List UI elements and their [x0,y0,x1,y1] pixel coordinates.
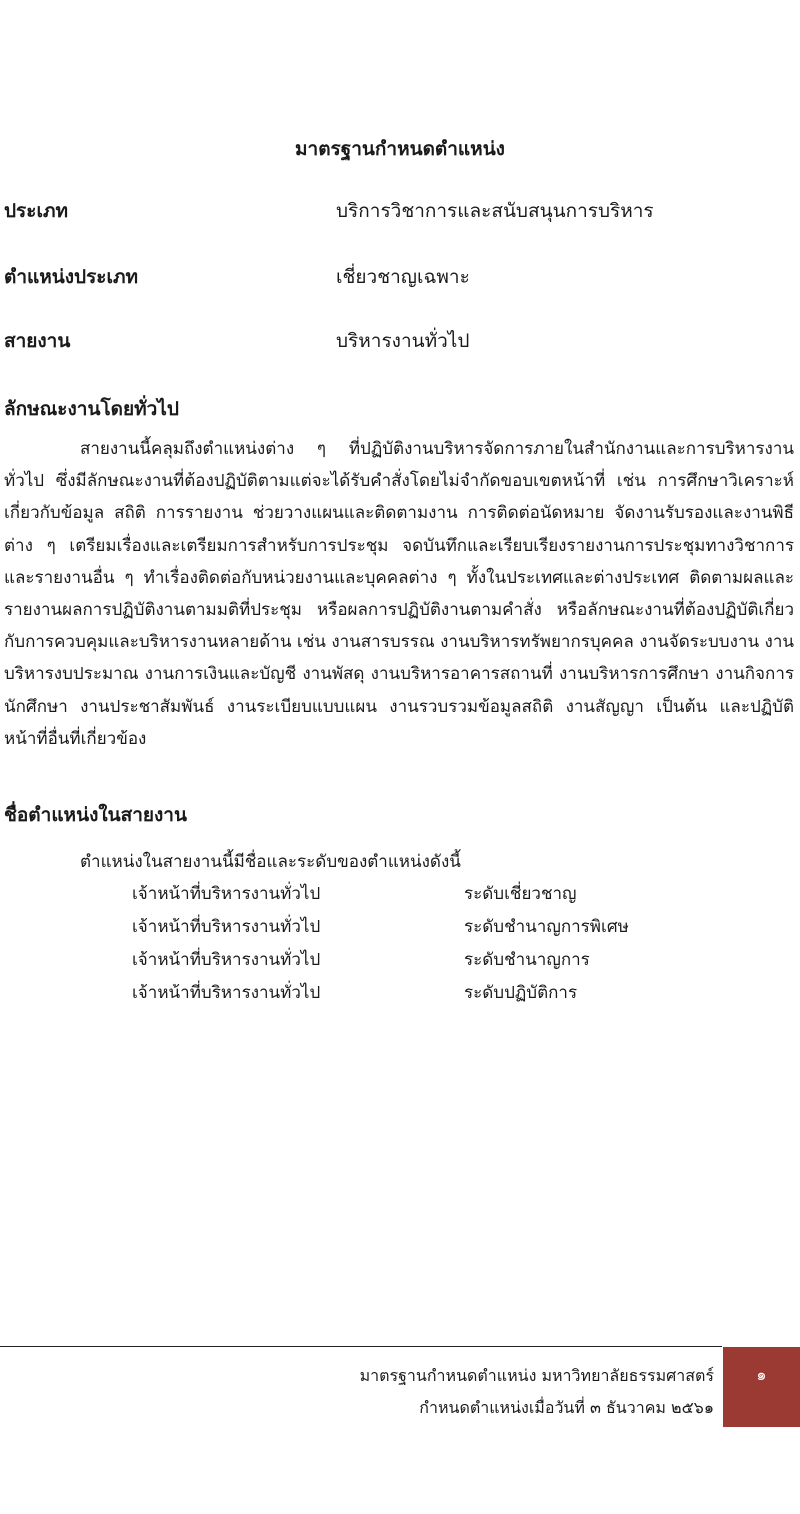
position-level: ระดับเชี่ยวชาญ [464,884,577,904]
document-title: มาตรฐานกำหนดตำแหน่ง [295,138,505,160]
position-row [0,909,800,942]
position-row [0,942,800,975]
field-value: เชี่ยวชาญเฉพาะ [336,266,470,288]
general-description-heading: ลักษณะงานโดยทั่วไป [4,398,179,420]
field-value: บริการวิชาการและสนับสนุนการบริหาร [336,200,654,222]
position-row [0,975,800,1008]
position-list [0,876,800,1008]
footer-line-2: กำหนดตำแหน่งเมื่อวันที่ ๓ ธันวาคม ๒๕๖๑ [419,1398,714,1417]
footer-line-1: มาตรฐานกำหนดตำแหน่ง มหาวิทยาลัยธรรมศาสตร์ [359,1366,714,1385]
position-level: ระดับชำนาญการพิเศษ [464,917,629,937]
page-number-box [723,1347,800,1427]
position-name: เจ้าหน้าที่บริหารงานทั่วไป [132,950,321,970]
field-label: ตำแหน่งประเภท [4,266,139,288]
field-label: สายงาน [4,330,71,352]
position-names-heading: ชื่อตำแหน่งในสายงาน [4,804,187,826]
position-name: เจ้าหน้าที่บริหารงานทั่วไป [132,917,321,937]
position-name: เจ้าหน้าที่บริหารงานทั่วไป [132,884,321,904]
position-names-intro: ตำแหน่งในสายงานนี้มีชื่อและระดับของตำแหน่งดังนี้ [80,852,461,872]
position-row [0,876,800,909]
field-value: บริหารงานทั่วไป [336,330,470,352]
footer-divider [0,1346,722,1347]
position-level: ระดับปฏิบัติการ [464,983,578,1003]
field-label: ประเภท [4,200,69,222]
general-description-text: สายงานนี้คลุมถึงตำแหน่งต่าง ๆ ที่ปฏิบัติงานบริหารจัดการภายในสำนักงานและการบริหารงานทั่วไป ซึ่งมีลักษณะงานที่ต้องปฏิบัติตามแต่จะได้รับคำสั่งโดยไม่จำกัดขอบเขตหน้าที่ เช่น การศึกษาวิเคราะห์เกี่ยวกับข้อมูล สถิติ การรายงาน ช่วยวางแผนและติดตามงาน การติดต่อนัดหมาย จัดงานรับรองและงานพิธีต่าง ๆ เตรียมเรื่องและเตรียมการสำหรับการประชุม จดบันทึกและเรียบเรียงรายงานการประชุมทางวิชาการ และรายงานอื่น ๆ ทำเรื่องติดต่อกับหน่วยงานและบุคคลต่าง ๆ ทั้งในประเทศและต่างประเทศ ติดตามผลและรายงานผลการปฏิบัติงานตามมติที่ประชุม หรือผลการปฏิบัติงานตามคำสั่ง หรือลักษณะงานที่ต้องปฏิบัติเกี่ยวกับการควบคุมและบริหารงานหลายด้าน เช่น งานสารบรรณ งานบริหารทรัพยากรบุคคล งานจัดระบบงาน งานบริหารงบประมาณ งานการเงินและบัญชี งานพัสดุ งานบริหารอาคารสถานที่ งานบริหารการศึกษา งานกิจการนักศึกษา งานประชาสัมพันธ์ งานระเบียบแบบแผน งานรวบรวมข้อมูลสถิติ งานสัญญา เป็นต้น และปฏิบัติหน้าที่อื่นที่เกี่ยวข้อง [4,439,794,749]
page-number: ๑ [756,1365,767,1384]
position-name: เจ้าหน้าที่บริหารงานทั่วไป [132,983,321,1003]
footer-text [360,1360,714,1424]
position-level: ระดับชำนาญการ [464,950,590,970]
